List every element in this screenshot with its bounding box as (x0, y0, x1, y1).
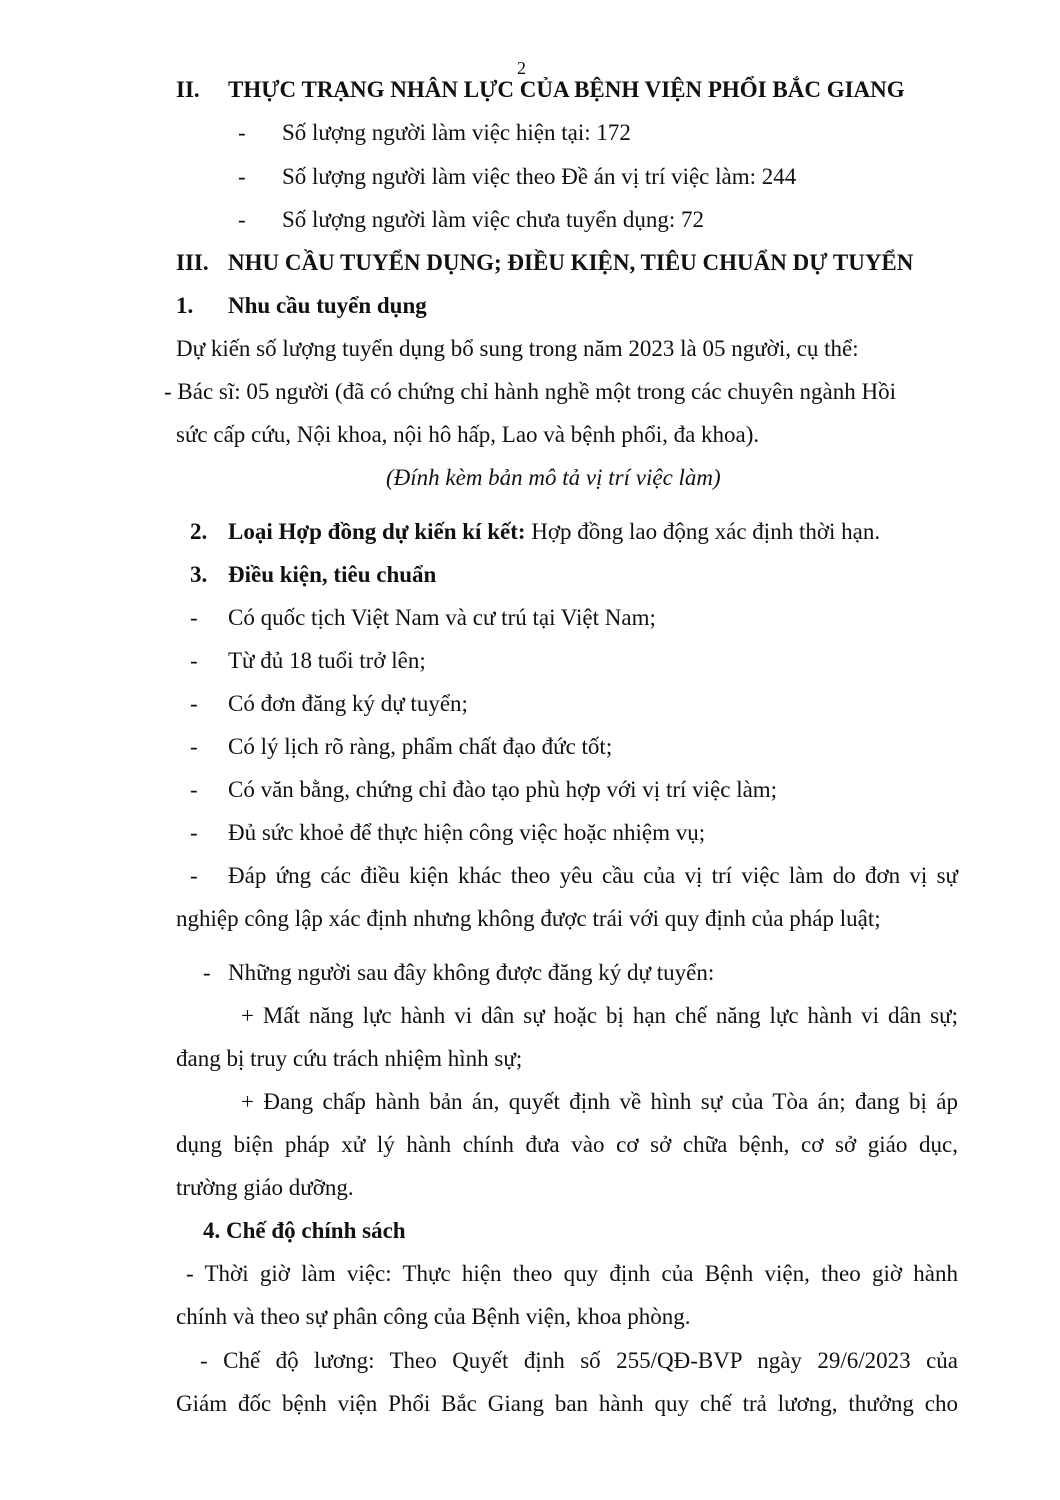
staff-unrecruited-item: Số lượng người làm việc chưa tuyển dụng: 72 (282, 207, 704, 232)
recruit-intro: Dự kiến số lượng tuyển dụng bổ sung trong năm 2023 là 05 người, cụ thể: (176, 336, 859, 361)
contract-type-value: Hợp đồng lao động xác định thời hạn. (525, 519, 881, 544)
excluded-a-line-2: đang bị truy cứu trách nhiệm hình sự; (176, 1046, 523, 1071)
sub1-heading: Nhu cầu tuyển dụng (228, 293, 427, 318)
staff-current-item: Số lượng người làm việc hiện tại: 172 (282, 120, 631, 145)
section-iii-numeral: III. (176, 250, 209, 275)
bullet-dash: - (190, 691, 198, 716)
work-hours-line-2: chính và theo sự phân công của Bệnh viện, khoa phòng. (176, 1304, 691, 1329)
bullet-dash: - (190, 648, 198, 673)
section-iii-heading: NHU CẦU TUYỂN DỤNG; ĐIỀU KIỆN, TIÊU CHUẨN DỰ TUYỂN (228, 250, 914, 275)
condition-item: Có đơn đăng ký dự tuyển; (228, 691, 468, 716)
bullet-dash: - (238, 207, 246, 232)
section-ii-heading: THỰC TRẠNG NHÂN LỰC CỦA BỆNH VIỆN PHỔI BẮC GIANG (228, 77, 905, 102)
condition-item: Có lý lịch rõ ràng, phẩm chất đạo đức tốt; (228, 734, 613, 759)
staff-plan-item: Số lượng người làm việc theo Đề án vị trí việc làm: 244 (282, 164, 797, 189)
section-ii-numeral: II. (176, 77, 200, 102)
bullet-dash: - (190, 605, 198, 630)
other-conditions-line-1: Đáp ứng các điều kiện khác theo yêu cầu của vị trí việc làm do đơn vị sự (228, 863, 958, 888)
excluded-a-line-1: + Mất năng lực hành vi dân sự hoặc bị hạn chế năng lực hành vi dân sự; (241, 1003, 958, 1028)
contract-type-label: Loại Hợp đồng dự kiến kí kết: (228, 519, 526, 544)
page-number: 2 (517, 58, 526, 78)
salary-line-1: - Chế độ lương: Theo Quyết định số 255/QĐ-BVP ngày 29/6/2023 của (200, 1348, 958, 1373)
bullet-dash: - (190, 734, 198, 759)
excluded-b-line-1: + Đang chấp hành bản án, quyết định về hình sự của Tòa án; đang bị áp (241, 1089, 958, 1114)
bullet-dash: - (238, 120, 246, 145)
other-conditions-line-2: nghiệp công lập xác định nhưng không được trái với quy định của pháp luật; (176, 906, 881, 931)
bullet-dash: - (190, 820, 198, 845)
attachment-note: (Đính kèm bản mô tả vị trí việc làm) (386, 465, 721, 490)
condition-item: Có quốc tịch Việt Nam và cư trú tại Việt Nam; (228, 605, 656, 630)
excluded-b-line-3: trường giáo dưỡng. (176, 1175, 354, 1200)
doctor-line-1: - Bác sĩ: 05 người (đã có chứng chỉ hành nghề một trong các chuyên ngành Hồi (164, 379, 897, 404)
condition-item: Đủ sức khoẻ để thực hiện công việc hoặc nhiệm vụ; (228, 820, 706, 845)
contract-type-line (228, 517, 880, 547)
salary-line-2: Giám đốc bệnh viện Phổi Bắc Giang ban hành quy chế trả lương, thưởng cho (176, 1391, 958, 1416)
doctor-line-2: sức cấp cứu, Nội khoa, nội hô hấp, Lao và bệnh phổi, đa khoa). (176, 422, 760, 447)
sub2-number: 2. (190, 519, 208, 544)
sub4-heading: 4. Chế độ chính sách (203, 1218, 406, 1243)
bullet-dash: - (203, 960, 211, 985)
work-hours-line-1: - Thời giờ làm việc: Thực hiện theo quy định của Bệnh viện, theo giờ hành (186, 1261, 958, 1286)
sub3-heading: Điều kiện, tiêu chuẩn (228, 562, 437, 587)
condition-item: Từ đủ 18 tuổi trở lên; (228, 648, 426, 673)
bullet-dash: - (238, 164, 246, 189)
sub3-number: 3. (190, 562, 208, 587)
bullet-dash: - (190, 777, 198, 802)
excluded-b-line-2: dụng biện pháp xử lý hành chính đưa vào cơ sở chữa bệnh, cơ sở giáo dục, (176, 1132, 958, 1157)
excluded-intro: Những người sau đây không được đăng ký dự tuyển: (228, 960, 715, 985)
sub1-number: 1. (176, 293, 194, 318)
bullet-dash: - (190, 863, 198, 888)
condition-item: Có văn bằng, chứng chỉ đào tạo phù hợp với vị trí việc làm; (228, 777, 778, 802)
